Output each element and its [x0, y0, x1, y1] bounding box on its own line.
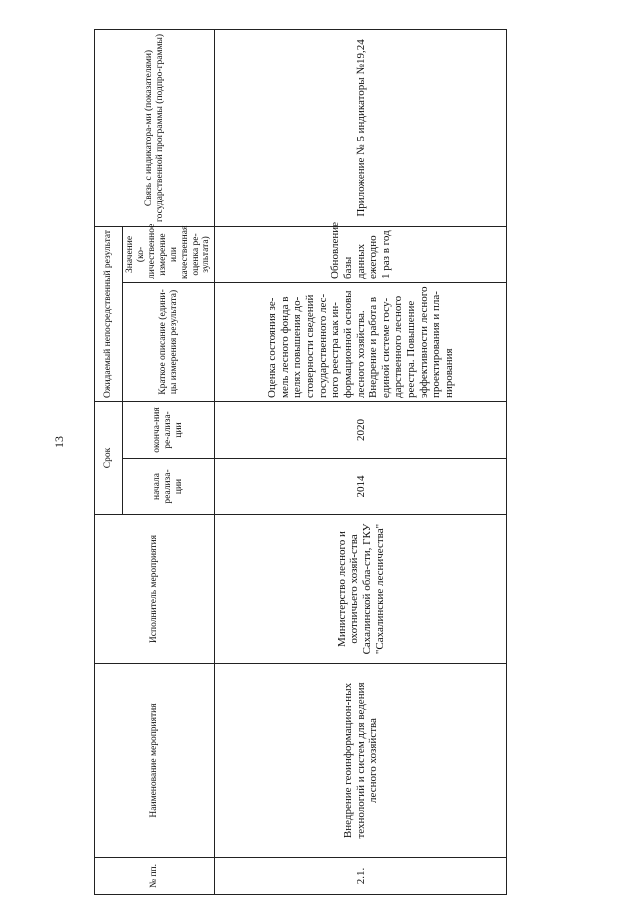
row-value: Обновление базы данных ежегодно 1 раз в год — [215, 226, 507, 282]
header-term-end: оконча-ния ре-ализа-ции — [123, 401, 215, 458]
row-executor: Министерство лесного и охотничьего хозяй-ства Сахалинской обла-сти, ГКУ "Сахалинские лесничества" — [215, 515, 507, 664]
header-name: Наименование мероприятия — [95, 664, 215, 858]
row-start: 2014 — [215, 459, 507, 515]
page-number: 13 — [52, 436, 66, 448]
row-description: Оценка состояния зе-мель лесного фонда в целях повышения до-стоверности сведений государственного лес-ного реестра как ин-формационной основы лесного хозяйства. Внедрение и работа в единой системе госу-дарственного лесного реестра. Повышение эффективности лесного проектирования и пла-нирования — [215, 282, 507, 401]
rotated-table-wrapper — [94, 30, 489, 895]
table-row — [215, 29, 507, 894]
row-end: 2020 — [215, 401, 507, 458]
header-term: Срок — [95, 401, 123, 514]
header-link: Связь с индикатора-ми (показателями) государственной программы (подпро-граммы) — [95, 29, 215, 226]
row-name: Внедрение геоинформацион-ных технологий и систем для ведения лесного хозяйства — [215, 664, 507, 858]
row-no: 2.1. — [215, 858, 507, 895]
header-expected-value: Значение (ко-личественное измерение или качественная оценка ре-зультата) — [123, 226, 215, 282]
header-expected: Ожидаемый непосредственный результат — [95, 226, 123, 401]
header-executor: Исполнитель мероприятия — [95, 515, 215, 664]
header-term-start: начала реализа-ции — [123, 459, 215, 515]
header-no: № пп. — [95, 858, 215, 895]
row-link: Приложение № 5 индикаторы №19,24 — [215, 29, 507, 226]
activities-table — [94, 29, 507, 895]
header-expected-desc: Краткое описание (едини-цы измерения результата) — [123, 282, 215, 401]
